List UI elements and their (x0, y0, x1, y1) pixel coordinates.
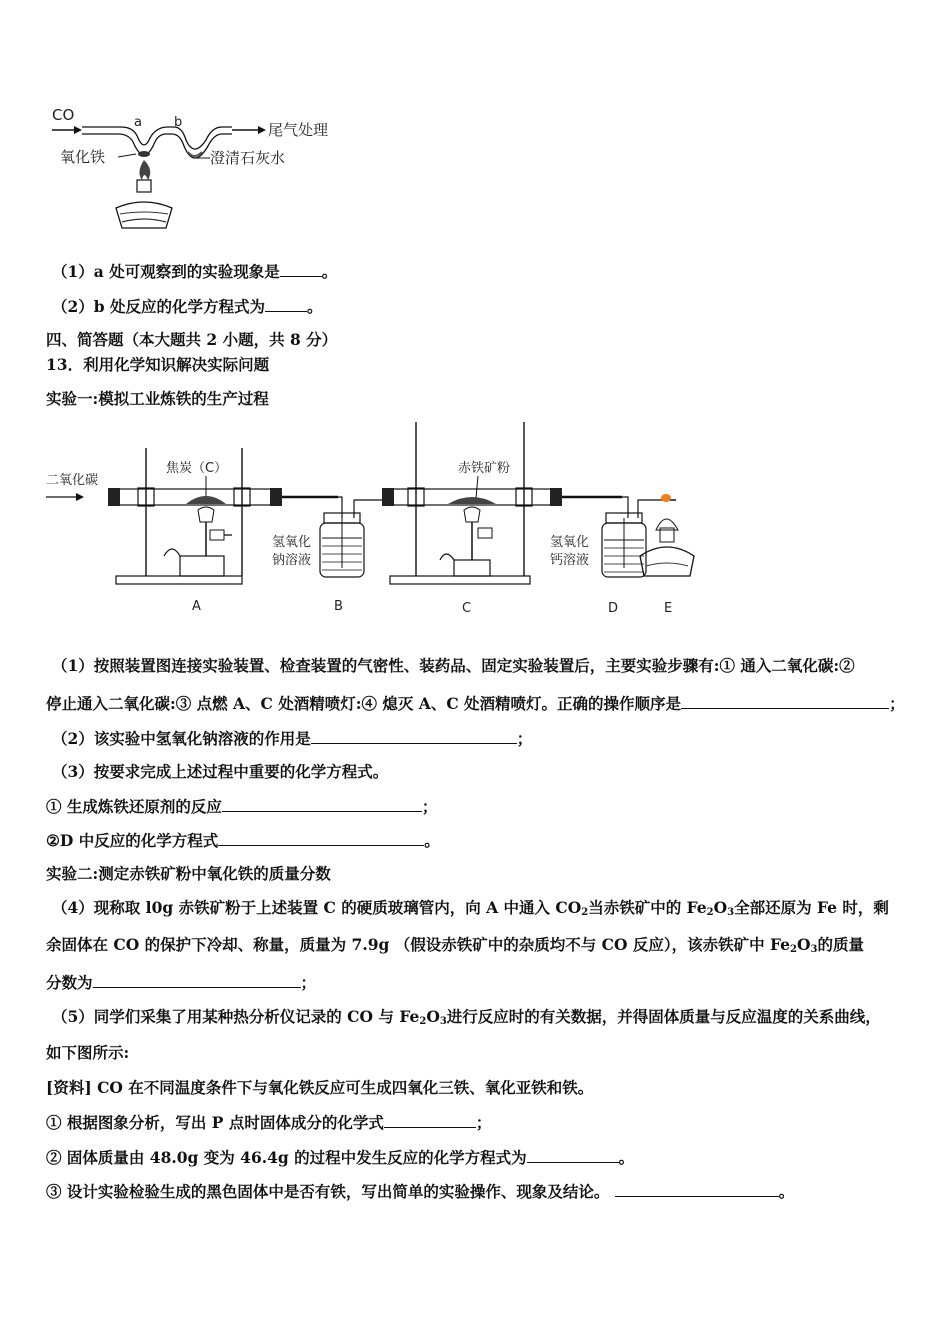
q13-part3-item1: ① 生成炼铁还原剂的反应 ； (46, 797, 438, 816)
coke-label: 焦炭（C） (166, 461, 228, 476)
resource-note: [资料] CO 在不同温度条件下与氧化铁反应可生成四氧化三铁、氧化亚铁和铁。 (46, 1078, 594, 1097)
apparatus-a-label: A (192, 599, 201, 614)
exp1-title: 实验一:模拟工业炼铁的生产过程 (46, 389, 269, 408)
q13-part5-item1: ① 根据图象分析，写出 P 点时固体成分的化学式 ； (46, 1113, 492, 1132)
q13-part5-line1: （5）同学们采集了用某种热分析仪记录的 CO 与 $Fe_2O_3$进行反应时的有关数据，并得固体质量与反应温度的关系曲线， (52, 1007, 881, 1027)
answer-blank[interactable] (311, 728, 517, 744)
naoh-label-1: 氢氧化 (272, 535, 312, 550)
co-label: CO (52, 106, 75, 124)
caoh-label-2: 钙溶液 (550, 553, 590, 568)
q13-part4-line1: （4）现称取 l0g 赤铁矿粉于上述装置 C 的硬质玻璃管内，向 A 中通入 $CO_2$当赤铁矿中的 $Fe_2O_3$全部还原为 Fe 时，剩 (52, 898, 889, 918)
q13-part1-line1: （1）按照装置图连接实验装置、检查装置的气密性、装药品、固定实验装置后，主要实验步骤有:① 通入二氧化碳:② (52, 656, 855, 675)
answer-blank[interactable] (218, 830, 424, 846)
answer-blank[interactable] (384, 1112, 476, 1128)
answer-blank[interactable] (615, 1181, 779, 1197)
iron-oxide-label: 氧化铁 (60, 148, 106, 166)
naoh-label-2: 钠溶液 (272, 553, 312, 568)
q13-title: 13．利用化学知识解决实际问题 (46, 355, 270, 374)
q13-part4-line3: 分数为 ； (46, 973, 317, 992)
q12-part1: （1）a 处可观察到的实验现象是 。 (52, 262, 338, 281)
q13-part4-line2: 余固体在 CO 的保护下冷却、称量，质量为 7.9g （假设赤铁矿中的杂质均不与 CO 反应），该赤铁矿中 $Fe_2O_3$的质量 (46, 935, 864, 955)
iron-smelting-apparatus-diagram (46, 418, 706, 618)
answer-blank[interactable] (527, 1147, 619, 1163)
answer-blank[interactable] (93, 972, 301, 988)
limewater-label: 澄清石灰水 (210, 149, 286, 167)
q13-part1-line2: 停止通入二氧化碳:③ 点燃 A、C 处酒精喷灯:④ 熄灭 A、C 处酒精喷灯。正确的操作顺序是 ； (46, 694, 905, 713)
q13-part5-item3: ③ 设计实验检验生成的黑色固体中是否有铁，写出简单的实验操作、现象及结论。 。 (46, 1182, 795, 1201)
q13-part2: （2）该实验中氢氧化钠溶液的作用是 ； (52, 729, 533, 748)
hematite-label: 赤铁矿粉 (458, 461, 511, 476)
apparatus-b-label: B (334, 599, 343, 614)
co-reduction-apparatus-diagram (46, 100, 356, 235)
apparatus-e-label: E (664, 601, 673, 616)
co2-label: 二氧化碳 (46, 473, 99, 488)
apparatus-d-label: D (608, 601, 619, 616)
q12-part2: （2）b 处反应的化学方程式为 。 (52, 297, 323, 316)
q13-part5-line2: 如下图所示: (46, 1043, 130, 1062)
tail-gas-label: 尾气处理 (268, 121, 329, 139)
point-b-label: b (174, 115, 183, 130)
exp2-title: 实验二:测定赤铁矿粉中氧化铁的质量分数 (46, 864, 331, 883)
answer-blank[interactable] (681, 693, 889, 709)
answer-blank[interactable] (222, 796, 422, 812)
q13-part3: （3）按要求完成上述过程中重要的化学方程式。 (52, 762, 389, 781)
caoh-label-1: 氢氧化 (550, 535, 590, 550)
point-a-label: a (134, 115, 142, 130)
q13-part3-item2: ②D 中反应的化学方程式 。 (46, 831, 440, 850)
answer-blank[interactable] (280, 261, 322, 277)
answer-blank[interactable] (265, 296, 307, 312)
section-4-title: 四、简答题（本大题共 2 小题，共 8 分） (46, 330, 338, 349)
apparatus-c-label: C (462, 601, 472, 616)
q13-part5-item2: ② 固体质量由 48.0g 变为 46.4g 的过程中发生反应的化学方程式为 。 (46, 1148, 635, 1167)
